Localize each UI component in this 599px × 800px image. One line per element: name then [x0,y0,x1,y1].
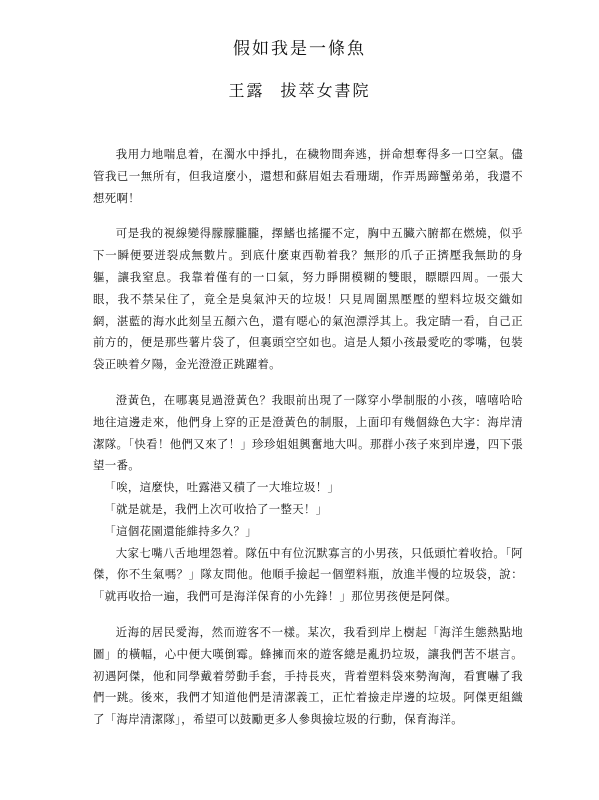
dialogue-line: 「這個花園還能維持多久？」 [104,523,258,538]
paragraph: 我用力地喘息着，在濁水中掙扎，在穢物間奔逃，拼命想奪得多一口空氣。儘管我已一無所有，但我這麼小，還想和蘇眉姐去看珊瑚，作弄馬蹄蟹弟弟，我還不想死啊！ [93,147,523,205]
school-name: 拔萃女書院 [280,81,371,100]
paragraph: 可是我的視線變得朦朦朧朧，擇鰭也搖擺不定，胸中五臟六腑都在燃燒，似乎下一瞬便要迸裂成無數片。到底什麼東西勒着我？無形的爪子正擠壓我無助的身軀，讓我窒息。我靠着僅有的一口氣，努力睜開模糊的雙眼，瞟瞟四周。一張大眼，我不禁呆住了，竟全是臭氣沖天的垃圾！只見周圍黑壓壓的塑料垃圾交織如網，湛藍的海水此刻呈五顏六色，還有噁心的氣泡漂浮其上。我定睛一看，自己正前方的，便是那些薯片袋了，但裏頭空空如也。這是人類小孩最愛吃的零嘴，包裝袋正映着夕陽，金光澄澄正跳躍着。 [93,226,523,372]
author-name: 王露 [228,81,265,100]
essay-body [93,144,523,745]
paragraph: 澄黃色，在哪裏見過澄黃色？我眼前出現了一隊穿小學制服的小孩，嘻嘻哈哈地往這邊走來，他們身上穿的正是澄黃色的制服，上面印有幾個綠色大字：海岸清潔隊。「快看！他們又來了！」珍珍姐姐興奮地大叫。那群小孩子來到岸邊，四下張望一番。 [93,392,523,473]
byline [0,80,599,102]
dialogue-line: 「唉，這麼快，吐露港又積了一大堆垃圾！」 [104,480,340,495]
paragraph: 大家七嘴八舌地埋怨着。隊伍中有位沉默寡言的小男孩，只低頭忙着收拾。「阿傑，你不生氣嗎？」隊友問他。他順手撿起一個塑料瓶，放進半慢的垃圾袋，說：「就再收拾一遍，我們可是海洋保育的小先鋒！」那位男孩便是阿傑。 [93,545,523,604]
essay-title: 假如我是一條魚 [233,39,366,59]
paragraph: 近海的居民愛海，然而遊客不一樣。某次，我看到岸上樹起「海洋生態熱點地圖」的橫幅，心中便大嘆倒霉。蜂擁而來的遊客總是亂扔垃圾，讓我們苦不堪言。初遇阿傑，他和同學戴着勞動手套，手持長夾，背着塑料袋來勢洶洶，看實嚇了我們一跳。後來，我們才知道他們是清潔義工，正忙着撿走岸邊的垃圾。阿傑更組織了「海岸清潔隊」，希望可以鼓勵更多人參與撿垃圾的行動，保育海洋。 [93,624,523,727]
dialogue-line: 「就是就是，我們上次可收拾了一整天！」 [104,501,328,516]
